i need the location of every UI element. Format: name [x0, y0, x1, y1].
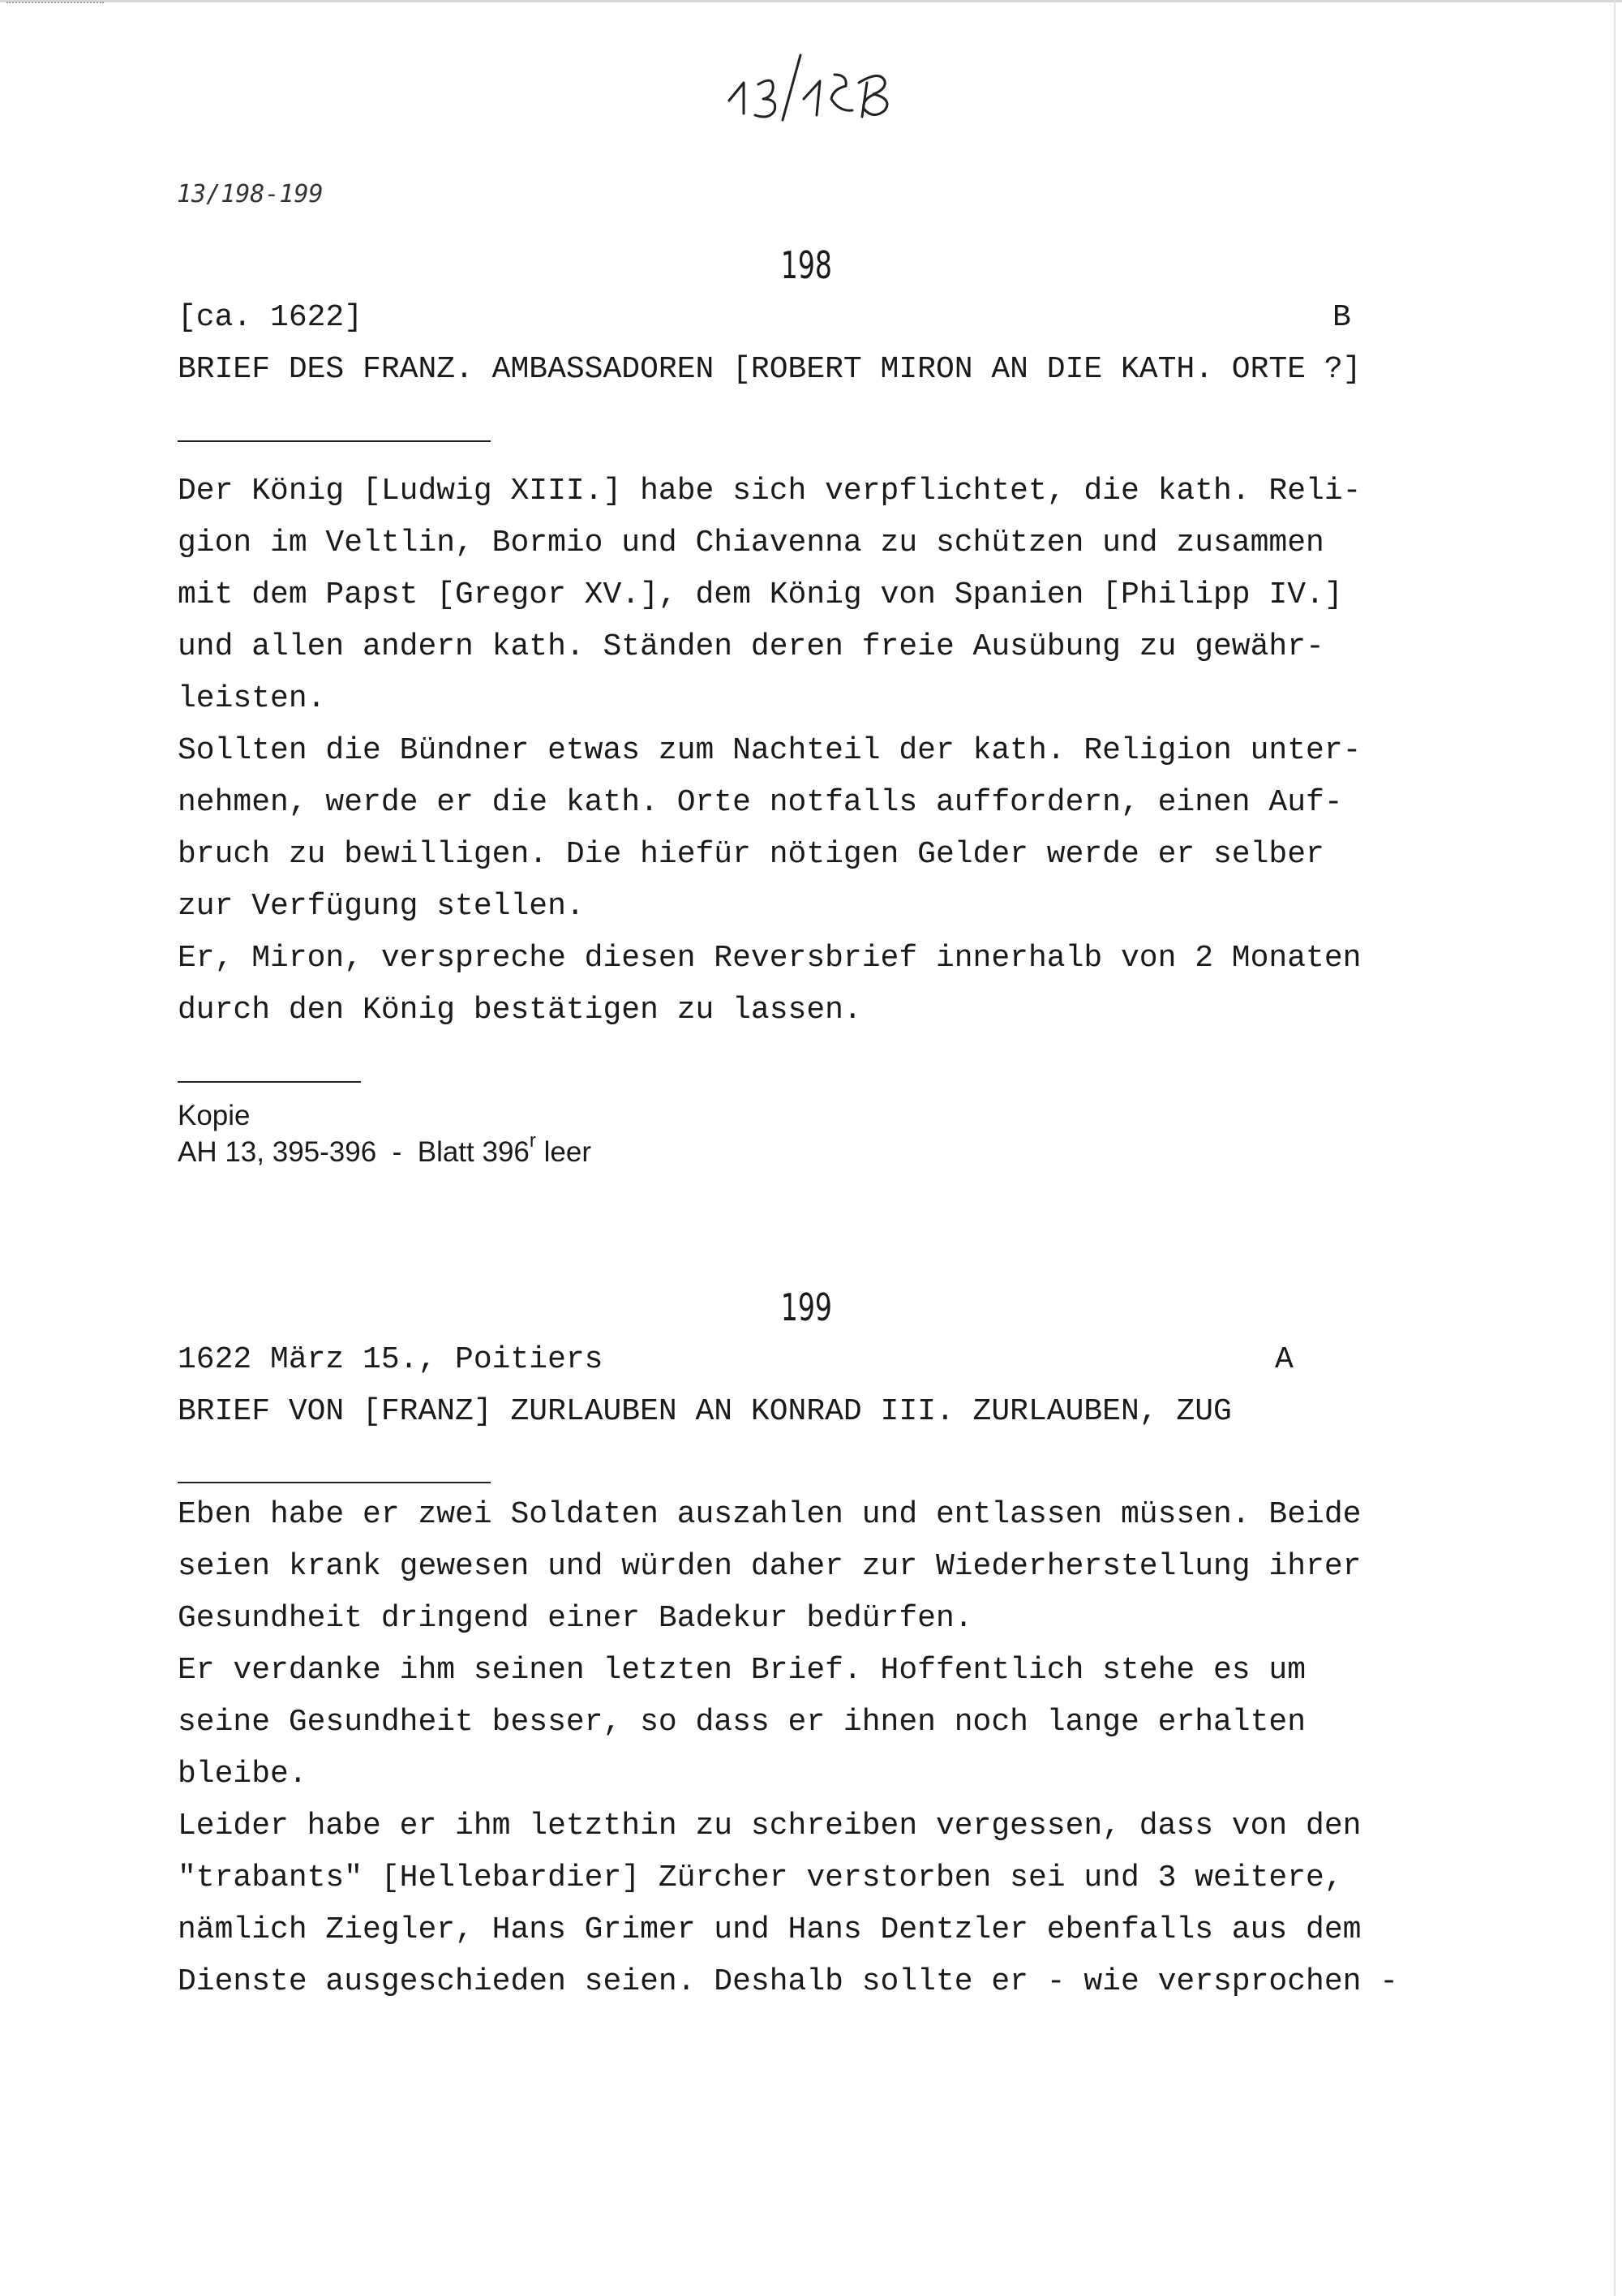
body-line: mit dem Papst [Gregor XV.], dem König von Spanien [Philipp IV.]	[178, 577, 1343, 612]
document-number-198	[222, 243, 1390, 287]
doc-number-text: 199	[780, 1285, 833, 1329]
doc-number-text: 198	[780, 243, 833, 287]
body-line: Er verdanke ihm seinen letzten Brief. Hoffentlich stehe es um	[178, 1653, 1307, 1688]
body-line: Sollten die Bündner etwas zum Nachteil der kath. Religion unter-	[178, 733, 1362, 768]
body-line: bruch zu bewilligen. Die hiefür nötigen Gelder werde er selber	[178, 837, 1324, 872]
handwritten-archive-number	[726, 50, 912, 123]
body-line: Dienste ausgeschieden seien. Deshalb sollte er - wie versprochen -	[178, 1964, 1399, 1999]
reference-code: 13/198-199	[177, 180, 324, 208]
scan-right-edge	[1614, 0, 1616, 2296]
source-superscript: r	[529, 1130, 536, 1152]
body-line: und allen andern kath. Ständen deren freie Ausübung zu gewähr-	[178, 629, 1324, 664]
body-line: nehmen, werde er die kath. Orte notfalls auffordern, einen Auf-	[178, 785, 1343, 820]
scan-top-edge	[0, 0, 1622, 2]
doc199-category: A	[1275, 1342, 1294, 1377]
body-line: Leider habe er ihm letzthin zu schreiben vergessen, dass von den	[178, 1809, 1362, 1843]
doc199-title: BRIEF VON [FRANZ] ZURLAUBEN AN KONRAD III. ZURLAUBEN, ZUG	[178, 1394, 1232, 1429]
body-line: seien krank gewesen und würden daher zur Wiederherstellung ihrer	[178, 1549, 1362, 1584]
doc198-source	[178, 1130, 591, 1173]
scan-specks	[6, 2, 104, 8]
body-line: zur Verfügung stellen.	[178, 889, 585, 924]
source-suffix: leer	[535, 1136, 591, 1168]
body-line: Gesundheit dringend einer Badekur bedürfen.	[178, 1601, 973, 1636]
handwritten-number-drawing	[726, 50, 912, 123]
body-line: nämlich Ziegler, Hans Grimer und Hans Dentzler ebenfalls aus dem	[178, 1912, 1362, 1947]
doc198-footnote-rule	[178, 1081, 361, 1083]
doc199-title-rule	[178, 1482, 491, 1483]
doc198-note-type: Kopie	[178, 1100, 251, 1131]
body-line: leisten.	[178, 681, 326, 716]
doc198-title: BRIEF DES FRANZ. AMBASSADOREN [ROBERT MIRON AN DIE KATH. ORTE ?]	[178, 352, 1362, 387]
body-line: Eben habe er zwei Soldaten auszahlen und entlassen müssen. Beide	[178, 1497, 1362, 1532]
doc199-date: 1622 März 15., Poitiers	[178, 1342, 603, 1377]
body-line: Der König [Ludwig XIII.] habe sich verpflichtet, die kath. Reli-	[178, 474, 1362, 509]
doc198-category: B	[1332, 300, 1351, 335]
doc198-title-rule	[178, 440, 491, 442]
body-line: Er, Miron, verspreche diesen Reversbrief innerhalb von 2 Monaten	[178, 941, 1362, 976]
body-line: gion im Veltlin, Bormio und Chiavenna zu schützen und zusammen	[178, 526, 1324, 560]
body-line: bleibe.	[178, 1757, 307, 1792]
document-number-199	[222, 1285, 1390, 1329]
body-line: "trabants" [Hellebardier] Zürcher verstorben sei und 3 weitere,	[178, 1860, 1343, 1895]
body-line: seine Gesundheit besser, so dass er ihnen noch lange erhalten	[178, 1705, 1307, 1740]
source-text: AH 13, 395-396 - Blatt 396	[178, 1136, 530, 1168]
doc198-date: [ca. 1622]	[178, 300, 363, 335]
body-line: durch den König bestätigen zu lassen.	[178, 993, 862, 1028]
